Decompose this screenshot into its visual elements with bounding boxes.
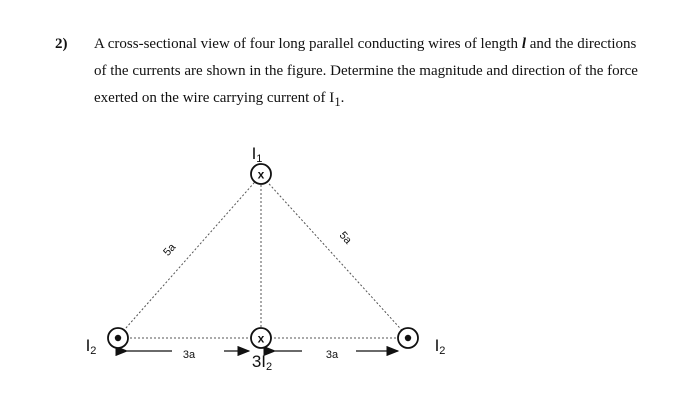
right-hypotenuse — [261, 175, 408, 337]
question-line-2: of the currents are shown in the figure. Determine the magnitude and direction of the force — [94, 63, 638, 79]
right-wire — [398, 328, 445, 357]
right-wire-label: I2 — [434, 336, 446, 357]
middle-wire-label: 3I2 — [251, 352, 273, 373]
middle-wire — [251, 328, 272, 373]
cross-icon: x — [257, 331, 265, 346]
left-wire-label: I2 — [85, 336, 97, 357]
left-hyp-label: 5a — [161, 241, 179, 259]
dot-icon — [405, 335, 411, 341]
right-base-label: 3a — [325, 349, 339, 361]
top-wire — [251, 144, 271, 184]
top-wire-label: I1 — [251, 144, 263, 165]
question-line-1: A cross-sectional view of four long parallel conducting wires of length l and the directions — [94, 36, 637, 52]
question-line-3: exerted on the wire carrying current of $I_1$. — [94, 90, 345, 109]
cross-icon: x — [257, 167, 265, 182]
question-number: 2) — [55, 36, 68, 52]
left-wire — [86, 328, 128, 357]
right-hyp-label: 5a — [336, 229, 354, 247]
left-hypotenuse — [118, 175, 261, 337]
left-base-label: 3a — [182, 349, 196, 361]
dot-icon — [115, 335, 121, 341]
length-symbol: l — [521, 36, 526, 52]
